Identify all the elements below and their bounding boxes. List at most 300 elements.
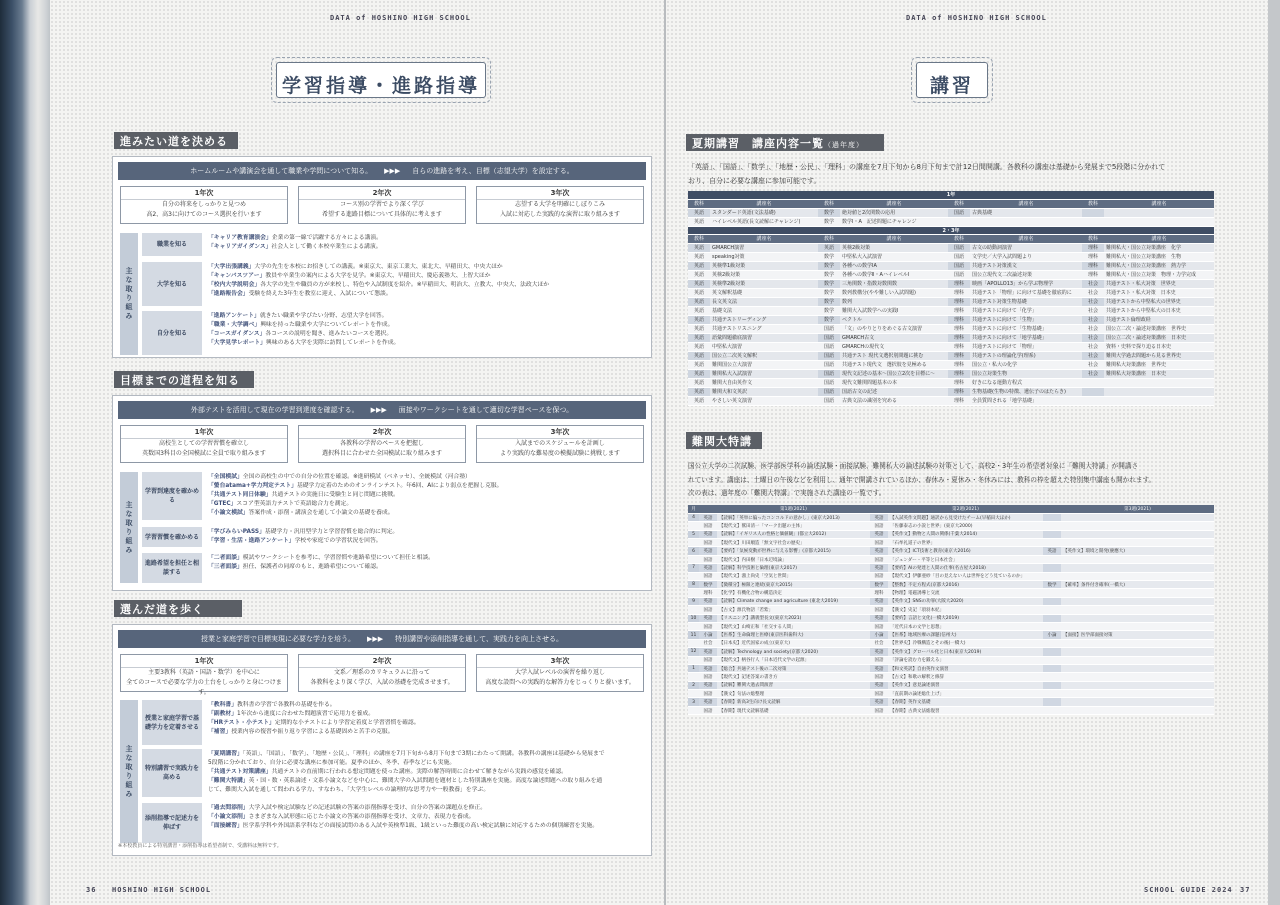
section-title-path: 目標までの道程を知る <box>114 371 254 388</box>
table-cell: 難関私大・国公立対策 物理・力学完成 <box>1104 270 1214 279</box>
table-row <box>688 589 1214 597</box>
table-row <box>688 639 1214 647</box>
table-cell <box>1061 706 1214 714</box>
table-cell: 理科 <box>1082 243 1104 252</box>
table-cell <box>948 217 970 226</box>
footer-guide: SCHOOL GUIDE 2024 <box>1144 886 1233 894</box>
bar-text: 特別講習や添削指導を通して、実践力を向上させる。 <box>395 635 563 643</box>
page-number: 36 <box>86 886 97 894</box>
table-cell: 【春期】新高3生向け長文読解 <box>717 698 870 706</box>
table-cell: 国公立二次・論述対策講座 日本史 <box>1104 333 1214 342</box>
table-cell: 【リスニング】講義型長文(東京大2021) <box>717 614 870 622</box>
table-cell: 理科 <box>1082 252 1104 261</box>
table-cell: 社会 <box>1082 342 1104 351</box>
table-cell: 【世界史】冷戦構造とその後(一橋大) <box>888 639 1043 647</box>
intro-line: 国公立大学の二次試験、医学部医学科の論述試験・面接試験、難関私大の論述試験の対策として、高校2・3年生の希望者対象に「難関大特講」が開講さ <box>688 462 1139 470</box>
year-heading: 1年次 <box>121 187 287 200</box>
table-cell <box>1082 378 1104 387</box>
table-cell: 長文英文法 <box>710 297 818 306</box>
table-cell: 理科 <box>948 369 970 378</box>
table-cell: 【物理】電磁誘導と交流 <box>888 589 1043 597</box>
table-cell: やさしい英文演習 <box>710 396 818 405</box>
table-cell: 国語 <box>870 690 888 698</box>
item-name: 「二者面談」 <box>208 555 243 561</box>
table-cell: 3 <box>688 698 699 706</box>
item-line <box>208 750 648 759</box>
table-cell: 数学 <box>699 581 717 589</box>
table-cell: 9 <box>688 597 699 605</box>
year-text: 全てのコースで必要な学力の土台をしっかりと身につけます。 <box>126 679 282 696</box>
table-cell: 共通テスト現代文 選択肢を見極める <box>840 360 948 369</box>
table-cell: 4 <box>688 513 699 521</box>
table-cell: 全員質問される「地学基礎」 <box>970 396 1082 405</box>
table-cell: 英語 <box>688 279 710 288</box>
table-cell <box>1061 572 1214 580</box>
item-name: 「教科書」 <box>208 702 237 708</box>
table-cell: 教科 <box>948 234 970 243</box>
s1-tag-2: 大学を知る <box>142 262 202 306</box>
table-cell: 【読解】科学技術と倫理(東京大2017) <box>717 564 870 572</box>
year-heading: 1年次 <box>121 655 287 668</box>
table-cell: 【読解】Technology and society(京都大2020) <box>717 648 870 656</box>
table-cell <box>1104 208 1214 217</box>
table-cell <box>1061 681 1214 689</box>
table-cell: 社会 <box>1082 279 1104 288</box>
bar-text: 外部テストを活用して現在の学習到達度を確認する。 <box>190 406 359 414</box>
table-row <box>688 270 1214 279</box>
table-row <box>688 306 1214 315</box>
table-cell: 理科 <box>948 297 970 306</box>
table-cell <box>1061 564 1214 572</box>
table-cell: 英検2級対策 <box>710 270 818 279</box>
table-cell: 国語 <box>699 656 717 664</box>
table-cell: 数学 <box>818 297 840 306</box>
table-row <box>688 606 1214 614</box>
table-cell: 「佐藤泰志の小説と世界」(東京大2000) <box>888 522 1043 530</box>
table-cell: 11 <box>688 631 699 639</box>
table-row <box>688 297 1214 306</box>
table-row <box>688 288 1214 297</box>
table-cell: ベクトル <box>840 315 948 324</box>
table-cell <box>1104 378 1214 387</box>
hard-intro <box>688 460 1248 501</box>
table-cell: 講座名 <box>1104 199 1214 208</box>
year-heading: 2年次 <box>299 187 465 200</box>
table-cell: 【入試英作文問題】通訳から見受けたチーム(早稲田大ほか) <box>888 513 1043 521</box>
arrow-icon: ▶▶▶ <box>366 635 384 643</box>
table-cell: 【英作文】意見論述演習 <box>888 681 1043 689</box>
table-cell: 共通テスト対策生物基礎 <box>970 297 1082 306</box>
table-cell: 共通テストから中堅私大の世界史 <box>1104 297 1214 306</box>
item-desc: 学校や家庭での学習状況を回答。 <box>294 538 382 544</box>
item-line <box>208 243 648 252</box>
table-cell: 【医系】地域医療の課題(信州大) <box>888 631 1043 639</box>
table-cell: 共通テストに向けて「地学基礎」 <box>970 333 1082 342</box>
table-cell: 【総合】共通テスト後の二次対策 <box>717 664 870 672</box>
table-cell: 英語 <box>699 664 717 672</box>
table-row <box>688 622 1214 630</box>
item-name: 「小論文添削」 <box>208 814 249 820</box>
item-line <box>208 777 648 786</box>
table-cell <box>1061 614 1214 622</box>
item-name: 「進路アンケート」 <box>208 313 260 319</box>
item-line <box>208 759 648 768</box>
table-band <box>688 191 1214 199</box>
table-cell: 講座名 <box>710 234 818 243</box>
item-name: 「面接練習」 <box>208 823 243 829</box>
hard-table-grid <box>688 505 1214 715</box>
table-cell: 英語 <box>699 698 717 706</box>
bar-text: ホームルームや講演会を通して職業や学問について知る。 <box>190 167 373 175</box>
item-desc: じて、難関大入試を通して問われる学力、すなわち、「大学生レベルの論理的な思考力や一般教養」を学ぶ。 <box>208 787 490 793</box>
table-cell <box>688 690 699 698</box>
item-desc: 答案作成・添削・講演会を通して小論文の基礎を養成。 <box>248 510 394 516</box>
table-row <box>688 539 1214 547</box>
table-cell: 国語 <box>818 342 840 351</box>
course-table-grid <box>688 191 1214 406</box>
table-cell: 共通テストから中堅私大の日本史 <box>1104 306 1214 315</box>
table-band <box>688 226 1214 234</box>
table-cell: 社会 <box>699 639 717 647</box>
table-cell: 教科 <box>818 234 840 243</box>
table-cell: 英語 <box>699 547 717 555</box>
table-cell: 国語 <box>948 208 970 217</box>
table-cell: 国語 <box>870 656 888 664</box>
item-line <box>208 768 648 777</box>
table-cell: 【現代文】記述答案の書き方 <box>717 673 870 681</box>
table-row <box>688 324 1214 333</box>
band-cell: 1年 <box>688 191 1214 199</box>
section-title-summer <box>686 134 884 151</box>
table-cell: 理科 <box>870 589 888 597</box>
book-edge <box>1268 0 1280 905</box>
s2-items-1 <box>208 473 648 521</box>
table-cell: 国公立対策生物 <box>970 369 1082 378</box>
table-cell: 語彙問題徹底演習 <box>710 333 818 342</box>
table-cell: 共通テストリスニング <box>710 324 818 333</box>
table-cell: 講座名 <box>1104 234 1214 243</box>
table-cell <box>1043 698 1061 706</box>
table-cell: 英語 <box>699 513 717 521</box>
table-cell: 英語 <box>688 351 710 360</box>
item-desc: 就きたい職業や学びたい分野、志望大学を回答。 <box>259 313 388 319</box>
item-name: 「職業・大学調べ」 <box>208 322 261 328</box>
table-cell: 英語 <box>870 547 888 555</box>
table-cell: 講座名 <box>840 234 948 243</box>
table-cell: 【日本史】近代国家の成立(東京大) <box>717 639 870 647</box>
header-cell <box>1043 505 1061 513</box>
table-cell: 国語 <box>870 572 888 580</box>
s3-tag-1: 授業と家庭学習で基礎学力を定着させる <box>142 700 202 745</box>
table-row <box>688 564 1214 572</box>
table-cell <box>1043 530 1061 538</box>
table-cell <box>1061 698 1214 706</box>
table-cell: 国語 <box>870 673 888 681</box>
table-cell: 英語 <box>688 378 710 387</box>
year-heading: 1年次 <box>121 426 287 439</box>
arrow-icon: ▶▶▶ <box>384 167 401 175</box>
table-cell: 国語 <box>818 369 840 378</box>
s2-items-3 <box>208 554 648 584</box>
year-text: 文系／理系のカリキュラムに沿って <box>334 669 430 676</box>
item-name: 「キャリアガイダンス」 <box>208 244 272 250</box>
table-cell: 「近代日本の文学と思想」 <box>888 622 1043 630</box>
year-heading: 3年次 <box>477 187 643 200</box>
table-cell <box>1043 639 1061 647</box>
item-line <box>208 272 648 281</box>
arrow-icon: ▶▶▶ <box>370 406 387 414</box>
item-desc: 担任、保護者の同席のもと、進路希望について確認。 <box>242 564 382 570</box>
table-cell: 難関私大・国公立対策講座 化学 <box>1104 243 1214 252</box>
s1-items-2 <box>208 263 648 307</box>
table-cell: 英語 <box>688 333 710 342</box>
intro-line: おり、自分に必要な講座に参加可能です。 <box>688 177 821 185</box>
table-cell: 理科 <box>948 288 970 297</box>
table-cell: 英語 <box>688 369 710 378</box>
page-header: DATA of HOSHINO HIGH SCHOOL <box>330 14 471 22</box>
table-cell: 英語 <box>688 396 710 405</box>
item-line <box>208 312 648 321</box>
table-row <box>688 387 1214 396</box>
table-cell: 【和文英訳】自由英作文演習 <box>888 664 1043 672</box>
table-cell <box>1043 648 1061 656</box>
table-cell: 理科 <box>948 324 970 333</box>
table-cell: 社会 <box>1082 351 1104 360</box>
table-cell: 国語 <box>818 351 840 360</box>
item-name: 「学習・生活・進路アンケート」 <box>208 538 295 544</box>
table-cell <box>1061 513 1214 521</box>
table-cell: 英語 <box>688 261 710 270</box>
table-cell: 理科 <box>948 360 970 369</box>
table-cell: 英検2級対策 <box>840 243 948 252</box>
item-line <box>208 473 648 482</box>
table-cell: 国語 <box>699 622 717 630</box>
table-cell: 【医系】生命倫理と医療(東京医科歯科大) <box>717 631 870 639</box>
table-cell: 英語 <box>699 530 717 538</box>
table-cell: 共通テストの理論化学(理系) <box>970 351 1082 360</box>
table-cell: 社会 <box>1082 315 1104 324</box>
year-text: 入試までのスケジュールを計画し <box>515 440 605 447</box>
table-cell: 共通テスト・私大対策 世界史 <box>1104 279 1214 288</box>
item-desc: 共通テストの直前期に行われる想定問題を使った講座。実際の解答時間に合わせて解きながら実践の感覚を確認。 <box>271 769 567 775</box>
section-title-text: 夏期講習 講座内容一覧 <box>692 137 824 150</box>
table-cell: 【英作文】環境と開発(慶應大) <box>1061 547 1214 555</box>
table-cell: 英語 <box>688 288 710 297</box>
table-row <box>688 631 1214 639</box>
table-row <box>688 547 1214 555</box>
table-cell: 【読解】「英単に偏ったコンコルドの意かし」(東京大2013) <box>717 513 870 521</box>
section-title-decide: 進みたい道を決める <box>114 132 238 149</box>
table-cell: 英語 <box>699 681 717 689</box>
s1-year-3 <box>476 186 644 224</box>
s2-tag-1: 学習到達度を確かめる <box>142 472 202 520</box>
table-cell: 国語 <box>818 333 840 342</box>
table-cell: 英語 <box>870 664 888 672</box>
item-desc: 基礎学力定着のためのオンラインテスト。年6回、AIにより弱点を把握し克服。 <box>296 483 503 489</box>
table-cell: 共通テストに向けて「生物基礎」 <box>970 324 1082 333</box>
year-text: 大学入試レベルの演習を繰り返し <box>514 669 605 676</box>
page-title: 講習 <box>916 62 988 98</box>
table-cell: 英語 <box>870 698 888 706</box>
table-cell: 10 <box>688 614 699 622</box>
table-cell: 教科 <box>688 234 710 243</box>
table-cell: 好きになる運動方程式 <box>970 378 1082 387</box>
table-cell <box>1043 513 1061 521</box>
table-cell: 絶対値と2次関数の応用 <box>840 208 948 217</box>
table-cell: 「石牟礼道子の世界」 <box>888 539 1043 547</box>
table-cell: 共通テスト 現代文選択別問題に挑む <box>840 351 948 360</box>
table-cell: 社会 <box>1082 288 1104 297</box>
table-cell: 数学 <box>818 217 840 226</box>
s3-year-2 <box>298 654 466 692</box>
item-line <box>208 491 648 500</box>
table-cell: 数学 <box>818 315 840 324</box>
table-cell: 英語 <box>688 297 710 306</box>
table-cell: 英語 <box>1043 547 1061 555</box>
table-row <box>688 572 1214 580</box>
bar-text: 自らの進路を考え、目標（志望大学）を設定する。 <box>412 167 574 175</box>
s2-year-2 <box>298 425 466 463</box>
year-text: 希望する進路目標について具体的に考えます <box>322 211 442 218</box>
s3-items-3 <box>208 804 648 844</box>
table-cell: 英語 <box>688 252 710 261</box>
table-cell <box>1061 530 1214 538</box>
table-row <box>688 706 1214 714</box>
table-cell: 英語 <box>870 648 888 656</box>
table-cell <box>1043 564 1061 572</box>
item-line <box>208 339 648 348</box>
item-desc: 英・国・数・英系論述・文系小論文などを中心に、難関大学の入試問題を題材とした特別講座を実施。高度な論述問題への取り組みを通 <box>248 778 603 784</box>
table-cell: 古典文法の識別を究める <box>840 396 948 405</box>
year-text: 高2、高3に向けてのコース選択を行います <box>146 211 262 218</box>
item-line <box>208 330 648 339</box>
table-row <box>688 690 1214 698</box>
table-cell: 三角関数・指数対数関数 <box>840 279 948 288</box>
table-row <box>688 351 1214 360</box>
table-cell: 講座名 <box>840 199 948 208</box>
table-cell: 英語 <box>688 270 710 279</box>
item-line <box>208 528 648 537</box>
table-row <box>688 315 1214 324</box>
table-cell: 理科 <box>948 306 970 315</box>
table-cell: 英文解釈基礎 <box>710 288 818 297</box>
item-desc: 受験を終えた3年生を教室に迎え、入試について懇談。 <box>248 291 392 297</box>
table-cell: 国語 <box>948 243 970 252</box>
item-line <box>208 509 648 518</box>
bar-text: 授業と家庭学習で目標実現に必要な学力を培う。 <box>200 635 355 643</box>
table-cell: 国語 <box>818 360 840 369</box>
table-cell: 教科 <box>948 199 970 208</box>
table-cell: 理科 <box>948 342 970 351</box>
table-cell: 数学 <box>818 261 840 270</box>
table-cell <box>1061 648 1214 656</box>
table-cell: 【古文】和歌の解釈と修辞 <box>888 673 1043 681</box>
table-cell: 難関大学過去問題から見る世界史 <box>1104 351 1214 360</box>
table-cell <box>688 572 699 580</box>
table-cell: 数学 <box>818 279 840 288</box>
item-line <box>208 822 648 831</box>
table-cell: 【現代文】鴻上尚史「空気と世間」 <box>717 572 870 580</box>
table-cell: 「評論を読む力を鍛える」 <box>888 656 1043 664</box>
item-desc: 興味のある大学を実際に訪問してレポートを作成。 <box>265 340 400 346</box>
table-cell <box>1043 656 1061 664</box>
table-cell: 教科 <box>1082 199 1104 208</box>
table-cell: 国公立現代文二次論述対策 <box>970 270 1082 279</box>
table-row <box>688 369 1214 378</box>
year-text: 志望する大学を明確にしぼりこみ <box>514 201 605 208</box>
table-cell: 理科 <box>948 333 970 342</box>
table-cell: 数学 <box>870 581 888 589</box>
item-line <box>208 482 648 491</box>
item-line <box>208 563 648 572</box>
year-text: 入試に対応した実践的な演習に取り組みます <box>499 211 620 218</box>
s2-year-3 <box>476 425 644 463</box>
table-row <box>688 208 1214 217</box>
table-cell <box>1043 572 1061 580</box>
table-cell: 英語 <box>699 564 717 572</box>
header-cell: 月 <box>688 505 699 513</box>
table-cell: 基礎文法 <box>710 306 818 315</box>
table-cell: 社会 <box>1082 306 1104 315</box>
item-desc: 基礎学力・汎用型学力と学習習慣を総合的に判定。 <box>264 529 399 535</box>
table-cell: 現代文記述の基本〜国公立2次を目標に〜 <box>840 369 948 378</box>
page-title: 学習指導・進路指導 <box>276 62 486 98</box>
table-cell: 数列 <box>840 297 948 306</box>
table-cell: 社会 <box>1082 297 1104 306</box>
table-cell: 2 <box>688 681 699 689</box>
table-cell: 資料・史料で探り迫る日本史 <box>1104 342 1214 351</box>
table-cell: 国語 <box>870 555 888 563</box>
year-text: 自分の将来をしっかりと見つめ <box>161 201 246 208</box>
footer-school: HOSHINO HIGH SCHOOL <box>112 886 212 894</box>
table-cell: 5 <box>688 530 699 538</box>
page-header: DATA of HOSHINO HIGH SCHOOL <box>906 14 1047 22</box>
table-cell: 【要約】「気候変動が世界に与える影響」(京都大2015) <box>717 547 870 555</box>
year-text: より実践的な難易度の模擬試験に挑戦します <box>499 450 620 457</box>
item-name: 「キャンパスツアー」 <box>208 273 266 279</box>
table-cell <box>688 539 699 547</box>
table-cell: 難関私大・国公立対策講座 熱力学 <box>1104 261 1214 270</box>
table-row <box>688 581 1214 589</box>
table-cell: 【現代文】鷲田清一「マーク出題の主体」 <box>717 522 870 530</box>
table-row <box>688 614 1214 622</box>
table-cell: 英語 <box>870 614 888 622</box>
item-desc: さまざまな入試形態に応じた小論文の答案の添削指導を受け、文章力、表現力を養成。 <box>248 814 475 820</box>
table-cell <box>970 217 1082 226</box>
table-cell: 教科 <box>818 199 840 208</box>
table-cell: 【要約】言語と文化(一橋大2019) <box>888 614 1043 622</box>
table-cell: 国語 <box>699 539 717 547</box>
item-name: 「過去問添削」 <box>208 805 249 811</box>
item-name: 「夏期講習」 <box>208 751 243 757</box>
table-cell <box>688 673 699 681</box>
table-cell: 【漢文】史記「項羽本紀」 <box>888 606 1043 614</box>
table-cell: 難関大自由英作文 <box>710 378 818 387</box>
item-line <box>208 321 648 330</box>
item-desc: 教科書の学習で各教科の基礎を作る。 <box>237 702 336 708</box>
item-name: 「学びみらいPASS」 <box>208 529 265 535</box>
table-cell: 理科 <box>948 315 970 324</box>
item-desc: 興味を持った職業や大学についてレポートを作成。 <box>260 322 394 328</box>
table-cell: GMARCH演習 <box>710 243 818 252</box>
item-name: 「小論文模試」 <box>208 510 249 516</box>
item-name: 「副教材」 <box>208 711 237 717</box>
s3-items-1 <box>208 701 648 746</box>
table-cell: 国公立・私大の化学 <box>970 360 1082 369</box>
table-cell <box>688 639 699 647</box>
table-cell <box>1061 664 1214 672</box>
table-cell: 数学 <box>818 208 840 217</box>
